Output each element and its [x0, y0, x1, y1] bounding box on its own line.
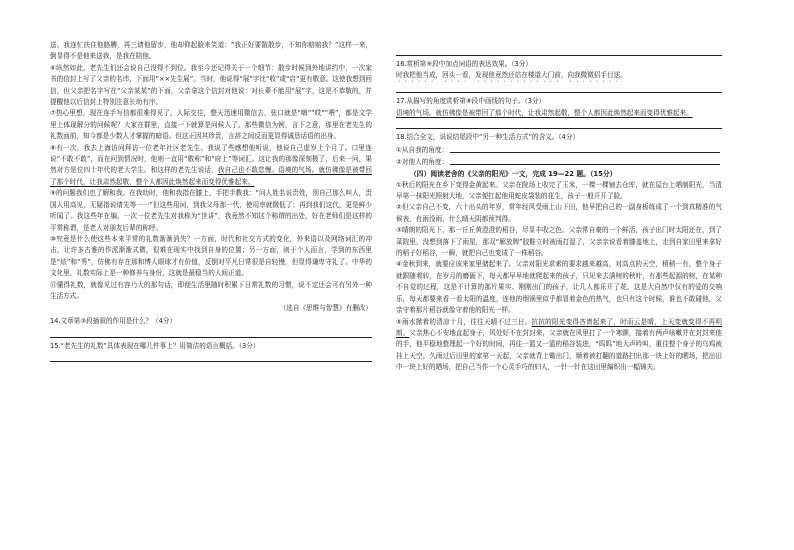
paragraph-6 [50, 63, 372, 109]
question-16: 16.赏析第⑨段中加点词语的表达效果。（3分） [396, 60, 532, 68]
reading-paragraph-4: ④金秋到来，就要应该来家里储起来了。父亲对阳光求索的要求越来越高，对高点的天空，稍稍一有，整个身子就跟随着转，在岁月的磨砺下，每天都早早地就爬起来的孩子，只见来去满树的秋叶，有那些起源的树，在某种不自觉的过程，这是不计算的那片果实、刚刚出门的孩子，让几人都乐开了花，这是大自然中仅有的爱的交响乐，每天都要来看一看太阳的温度，连他的烟锅里似乎都冒着金色的热气，也只有这个时候，谁也不敢碰他，父亲守着那片稻谷就像守着他的阳光一样。 [396, 260, 722, 315]
paragraph-5-end: 送。我连忙扶住他胳膊，再三请他留步，他却仰起脸来笑道：“我正好要散散步，不知你赔赔我？”这样一来，倒显得不是他来送我，是我在陪他。 [50, 41, 372, 61]
paragraph-6-lead: ⑥纵然如此，老先生们还会说自己没得不到位。 [50, 63, 191, 72]
reading-paragraph-5-lead: ⑤雨水掀着的清凉十月，往往天晴不过三日。 [396, 317, 532, 326]
question-17-quote-text: 语境的气场。就仿佛像是被带回了那个时代，让我肃然起敬，整个人都因此焕然起来而变得优雅起来。 [396, 108, 693, 117]
answer-line-17[interactable] [396, 119, 722, 129]
question-14: 14.文章第③段插叙的作用是什么？（4分） [50, 317, 177, 326]
question-18: 18.结合全文，说说结尾段中“另一种生活方式”的含义。（4分） [396, 133, 580, 142]
paragraph-8 [50, 143, 372, 189]
paragraph-8-underlined: 我自己也不敢怠慢。语境的气场。就仿佛像是被带回了那个时代，让我肃然起敬，整个人都因此焕然起来而变得优雅起来。 [50, 166, 373, 186]
paragraph-7 [50, 108, 372, 142]
question-16-quote-text: 时我把他当成，回头一看，发现他竟然还站在楼道大门前，向我微微招手目送。 [396, 71, 627, 80]
question-18-part-b [396, 156, 722, 168]
left-column [50, 40, 372, 365]
source-note: （选自《思维与智慧》有删改） [279, 304, 372, 313]
question-18-part-a-label: ①从自我的角度： [396, 145, 449, 154]
answer-line-14[interactable] [50, 328, 372, 338]
question-16-quote [396, 70, 722, 83]
question-17: 17.从描写的角度赏析第⑧段中画线的句子。（3分） [396, 97, 546, 106]
paragraph-11: ⑪懂得礼数，就像见过有容乃大的那句话，即便生活里随时积累下日常礼数的习惯，说不定还会可有另外一种生活方式。 [50, 280, 372, 300]
paragraph-7-body: ⑦热心里想，现在连手写信都很难得见了，人际交往，整天迅速用微信去，张口就是“嗨”“哎”“喂”，都是文学里上体现解分的问候呢？大家在群里，直接一下就算是问候人了。那些微信为例，言下之意，那里在老先生的礼数面前，知今都是少数人才掌握的暗语。 [50, 109, 372, 141]
paragraph-8-body: ⑧有一次，我去上海访问拜访一位老年社区老先生。我说了些感想他听说，他说自己虚岁上个月了。口里连说“不敢不敢”，而在问到情况时，他则一直用“敬称”和“府上”等词汇。这让我的那像深刻极了，后来一问，果然对方是位四十年代的老大学生。和这样的老先生说话， [50, 143, 372, 175]
question-15: 15.“老先生的礼数”具体表现在哪几件事上？用简洁的语言概括。（3分） [50, 341, 260, 350]
answer-line-15[interactable] [50, 352, 372, 362]
paragraph-7-tail: 但这正因其珍贵，言辞之间反而更显得诚恳话语的出身。 [175, 132, 341, 141]
reading-paragraph-5 [396, 317, 722, 374]
paragraph-10: ⑩究竟是什么使这些本来平常的礼数渐渐消失？一方面，时代和社交方式的变化，外来语以及网络词汇的冲击，让许多古雅的作派渐渐式微，很难在现实中找到自身的位置；另一方面，则于个人而言，学到的东西里是“炫”和“秀”，仿佛有存在那和博人眼球才有价值，反倒对平凡日常很是自轻慢，但显得谦卑守礼了。中华的文化里，礼数实际上是一种修养与身份，这就是最稳当的人间正道。 [50, 234, 372, 278]
answer-line-top[interactable] [396, 46, 722, 56]
answer-line-16[interactable] [396, 83, 722, 93]
right-column [396, 40, 722, 374]
answer-line-18a[interactable] [450, 144, 720, 153]
question-17-quote [396, 108, 722, 119]
reading-paragraph-5-underlined: 抗抗的阳光变得吝啬起来了，时而云是晴，上天变就变得不再明朗。 [396, 317, 722, 337]
reading-paragraph-2: ②但父亲自己不变，六十出头的年岁，常年经风受雨上山下田，他早把自己的一副身板练成了一个到真精准的气候表，有雨没雨，什么晴天阴都预判得。 [396, 203, 722, 223]
reading-paragraph-5-tail: 父亲焦心不安地直起身子，风处好不在封封来，父亲就在风里打了一个寒颤，接着有两声咳嗽并在封封来他的手，他平稳地整理起一个好的时间，再往一篮又一篮的稻谷装进，“呜呜”地大声吟叫，重往整个身子的乌鸡被挂上天空。久雨过后田里的家第一天起，父亲就背上锄出门，顺着被打翻的道路扫出那一块上好的晒场，把出田中一块上好的晒场，把自己当作一个心灵手巧的妇人，一针一针在这田里编织出一幅锦夫。 [396, 328, 723, 372]
answer-line-18b[interactable] [450, 156, 720, 165]
paragraph-9: ⑨的问题我们也了解和我。在我幼时，他和我指在膝上，手把手教我：“问人姓名说贵姓，别自己那么叫人，贵国人用高见，无疑指说请先等一一”但这些用词，到我父母那一代，使用率就微低了；再到我们这代，更是鲜少听闻了。我这些年在编，一次一位老先生对我称为“世讲”，我竟然不知这个称谓的出处，好在老师们是这样的平常称谓，是老人对朋友后辈的称呼。 [50, 189, 372, 232]
paragraph-6-body: 我至今还记得关于一个细节：散步时候到外地讲约中，一次家书的信封上写了父亲的名讳，下面用“××先生展”。当时，他说得“展”字比“收”或“启”更有敬意。这使我想到回信，但父亲把名字写在“父亲某某”的下面，父亲拿这个信封对他说：对长辈不能用“展”字，这是不恭敬的，并提醒他以后信封上特别注意长幼有序。 [50, 63, 372, 107]
question-18-part-b-label: ②对他人的角度： [396, 157, 449, 166]
section-4-heading: （四）阅读老舍的《父亲的阳光》一文，完成 19—22 题。（15分） [410, 169, 617, 178]
reading-paragraph-1: ①秋后的阳光在乡下变得金黄起来。父亲在院场上收完了玉米，一棵一棵铺去仓库，就在屋台上晒制阳光，当清早第一抹阳光照射大地，父亲便扛起他用蛇皮袋装的花生，孩子一般开开了脸。 [396, 180, 722, 201]
reading-paragraph-3: ③晴朗的阳光下，那一丘丘黄澄澄的稻谷，尽显丰收之色。父亲常自豪的一个鲜活，孩子出门时太阳还在，到了菜院里，没想到落下了雨星，那双“解放牌”胶鞋立时被雨打湿了，父亲亲说看着膝盖地上，走到自家田里来拿好的稻子好稻谷，一瞬，就把自己也变成了一株稻谷。 [396, 226, 722, 258]
question-18-part-a [396, 144, 722, 156]
